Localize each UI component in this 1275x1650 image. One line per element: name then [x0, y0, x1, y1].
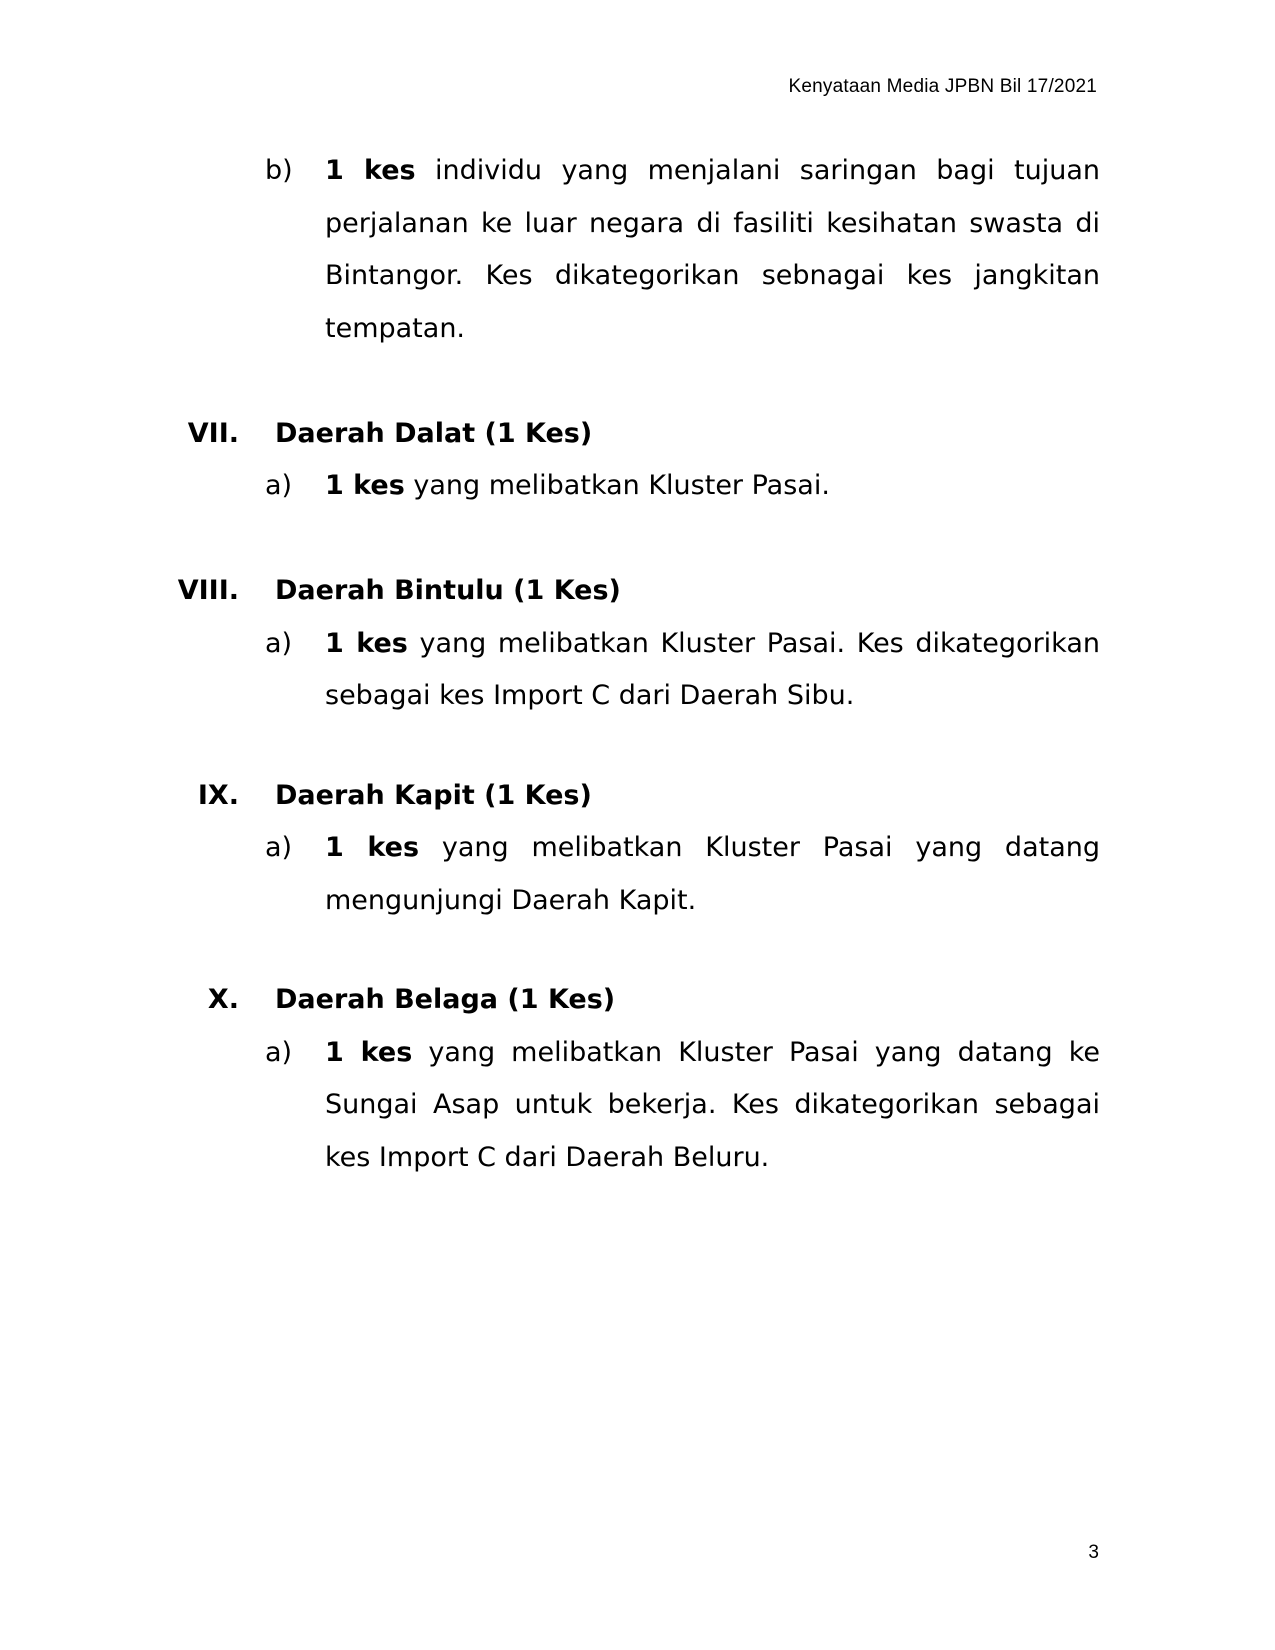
- section-title: Daerah Kapit (1 Kes): [275, 779, 592, 811]
- list-item-text: [325, 1027, 1100, 1185]
- list-item-continuation: [265, 145, 1101, 355]
- case-count: 1 kes: [325, 832, 420, 863]
- list-item: [265, 618, 1100, 723]
- list-item: [265, 822, 1100, 927]
- case-count: 1 kes: [325, 470, 405, 501]
- section-numeral: VIII.: [177, 575, 239, 606]
- section-heading-vii: [187, 408, 1275, 461]
- list-marker: a): [265, 832, 293, 863]
- list-item-text: [325, 618, 1100, 723]
- list-marker: b): [265, 155, 293, 186]
- case-count: 1 kes: [325, 155, 416, 186]
- section-numeral: X.: [207, 984, 239, 1015]
- case-count: 1 kes: [325, 1036, 413, 1068]
- section-numeral: IX.: [197, 779, 239, 811]
- case-description: yang melibatkan Kluster Pasai yang datang mengunjungi Daerah Kapit.: [325, 832, 1100, 916]
- list-item-text: [325, 460, 1100, 513]
- list-item-text: [325, 145, 1100, 355]
- section-heading-x: [207, 974, 1275, 1027]
- case-description: yang melibatkan Kluster Pasai. Kes dikategorikan sebagai kes Import C dari Daerah Sibu.: [325, 627, 1100, 711]
- section-numeral: VII.: [187, 417, 239, 449]
- list-item: [265, 1027, 1100, 1185]
- case-count: 1 kes: [325, 627, 408, 659]
- list-item-text: [325, 822, 1100, 927]
- list-marker: a): [265, 627, 293, 659]
- case-description: yang melibatkan Kluster Pasai.: [404, 470, 830, 501]
- section-title: Daerah Dalat (1 Kes): [275, 417, 593, 449]
- section-title: Daerah Belaga (1 Kes): [275, 984, 616, 1015]
- section-title: Daerah Bintulu (1 Kes): [275, 575, 621, 606]
- running-header: Kenyataan Media JPBN Bil 17/2021: [788, 76, 1097, 97]
- list-marker: a): [265, 1036, 293, 1068]
- case-description: individu yang menjalani saringan bagi tujuan perjalanan ke luar negara di fasiliti kesihatan swasta di Bintangor. Kes dikategorikan sebnagai kes jangkitan tempatan.: [325, 155, 1101, 344]
- document-body: [0, 145, 1275, 1184]
- list-item: [265, 460, 1100, 513]
- case-description: yang melibatkan Kluster Pasai yang datang ke Sungai Asap untuk bekerja. Kes dikategorikan sebagai kes Import C dari Daerah Beluru.: [325, 1036, 1100, 1173]
- page-number: 3: [1088, 1542, 1099, 1563]
- section-heading-viii: [177, 565, 1275, 618]
- list-marker: a): [265, 470, 293, 501]
- section-heading-ix: [197, 770, 1275, 823]
